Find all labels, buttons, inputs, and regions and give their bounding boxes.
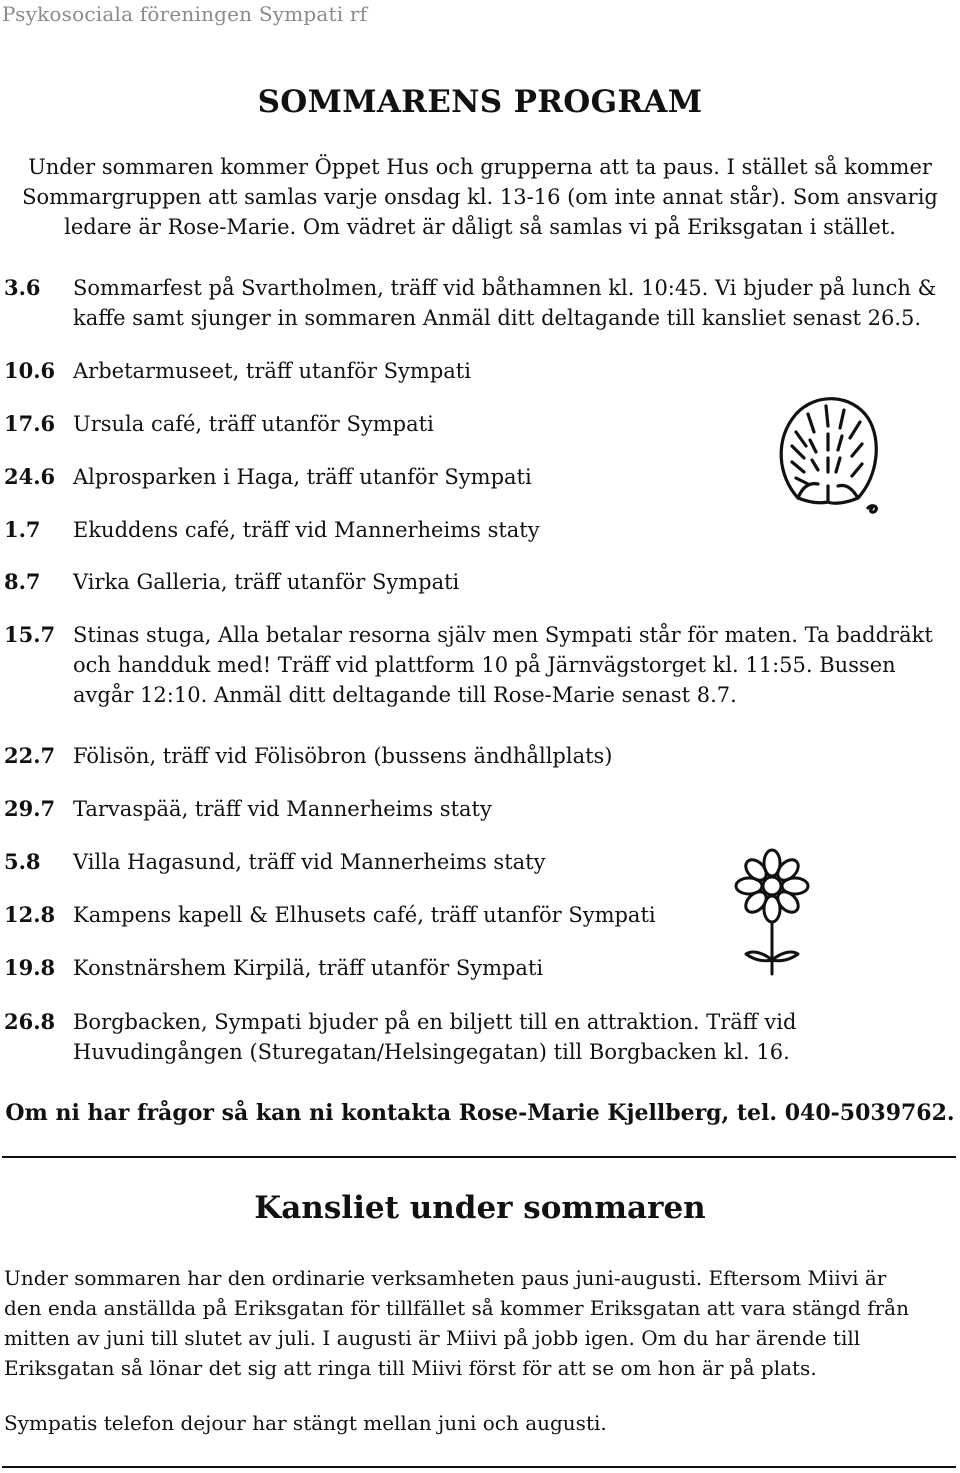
event-date: 17.6	[4, 411, 56, 436]
event-description	[73, 794, 953, 824]
event-date: 15.7	[4, 622, 56, 647]
organization-name: Psykosociala föreningen Sympati rf	[2, 2, 368, 26]
intro-paragraph	[0, 152, 960, 242]
event-line: Ursula café, träff utanför Sympati	[73, 412, 434, 436]
event-line: Konstnärshem Kirpilä, träff utanför Sympati	[73, 956, 544, 980]
event-line: Arbetarmuseet, träff utanför Sympati	[73, 359, 471, 383]
event-date: 8.7	[4, 569, 41, 594]
event-line: Tarvaspää, träff vid Mannerheims staty	[73, 797, 492, 821]
divider	[2, 1156, 956, 1158]
kansliet-line: den enda anställda på Eriksgatan för tillfället så kommer Eriksgatan att vara stängd från	[4, 1296, 909, 1320]
event-date: 12.8	[4, 902, 56, 927]
event-date: 24.6	[4, 464, 56, 489]
event-line: och handduk med! Träff vid plattform 10 på Järnvägstorget kl. 11:55. Bussen	[73, 653, 896, 677]
intro-line: Under sommaren kommer Öppet Hus och grupperna att ta paus. I stället så kommer	[28, 155, 932, 179]
phone-note: Sympatis telefon dejour har stängt mellan juni och augusti.	[4, 1411, 607, 1435]
kansliet-paragraph	[4, 1263, 956, 1383]
event-description	[73, 741, 953, 771]
event-date: 5.8	[4, 849, 41, 874]
event-date: 29.7	[4, 796, 56, 821]
event-description	[73, 273, 953, 333]
event-line: Stinas stuga, Alla betalar resorna själv men Sympati står för maten. Ta baddräkt	[73, 623, 933, 647]
event-line: Huvudingången (Sturegatan/Helsingegatan) till Borgbacken kl. 16.	[73, 1040, 790, 1064]
intro-line: Sommargruppen att samlas varje onsdag kl. 13-16 (om inte annat står). Som ansvarig	[22, 185, 938, 209]
event-line: kaffe samt sjunger in sommaren Anmäl ditt deltagande till kansliet senast 26.5.	[73, 306, 922, 330]
kansliet-line: Eriksgatan så lönar det sig att ringa till Miivi först för att se om hon är på plats.	[4, 1356, 817, 1380]
event-line: Sommarfest på Svartholmen, träff vid båthamnen kl. 10:45. Vi bjuder på lunch &	[73, 276, 937, 300]
event-description	[73, 1007, 953, 1067]
event-line: avgår 12:10. Anmäl ditt deltagande till Rose-Marie senast 8.7.	[73, 683, 737, 707]
event-line: Alprosparken i Haga, träff utanför Sympati	[73, 465, 532, 489]
event-date: 26.8	[4, 1009, 56, 1034]
flower-illustration	[722, 848, 822, 976]
event-date: 22.7	[4, 743, 56, 768]
page-title: SOMMARENS PROGRAM	[257, 84, 703, 120]
event-line: Fölisön, träff vid Fölisöbron (bussens ändhållplats)	[73, 744, 613, 768]
event-date: 3.6	[4, 275, 41, 300]
event-date: 10.6	[4, 358, 56, 383]
event-line: Borgbacken, Sympati bjuder på en biljett till en attraktion. Träff vid	[73, 1010, 797, 1034]
event-date: 1.7	[4, 517, 41, 542]
kansliet-line: mitten av juni till slutet av juli. I augusti är Miivi på jobb igen. Om du har ärende till	[4, 1326, 861, 1350]
section-title: Kansliet under sommaren	[254, 1190, 706, 1226]
event-line: Ekuddens café, träff vid Mannerheims staty	[73, 518, 540, 542]
event-line: Virka Galleria, träff utanför Sympati	[73, 570, 460, 594]
event-description	[73, 620, 953, 710]
event-description	[73, 515, 953, 545]
shell-illustration	[772, 388, 882, 516]
intro-line: ledare är Rose-Marie. Om vädret är dåligt så samlas vi på Eriksgatan i stället.	[64, 215, 896, 239]
kansliet-line: Under sommaren har den ordinarie verksamheten paus juni-augusti. Eftersom Miivi är	[4, 1266, 887, 1290]
event-date: 19.8	[4, 955, 56, 980]
event-line: Villa Hagasund, träff vid Mannerheims staty	[73, 850, 546, 874]
event-description	[73, 356, 953, 386]
event-description	[73, 567, 953, 597]
event-line: Kampens kapell & Elhusets café, träff utanför Sympati	[73, 903, 656, 927]
contact-info: Om ni har frågor så kan ni kontakta Rose-Marie Kjellberg, tel. 040-5039762.	[5, 1100, 955, 1126]
divider	[2, 1466, 956, 1468]
